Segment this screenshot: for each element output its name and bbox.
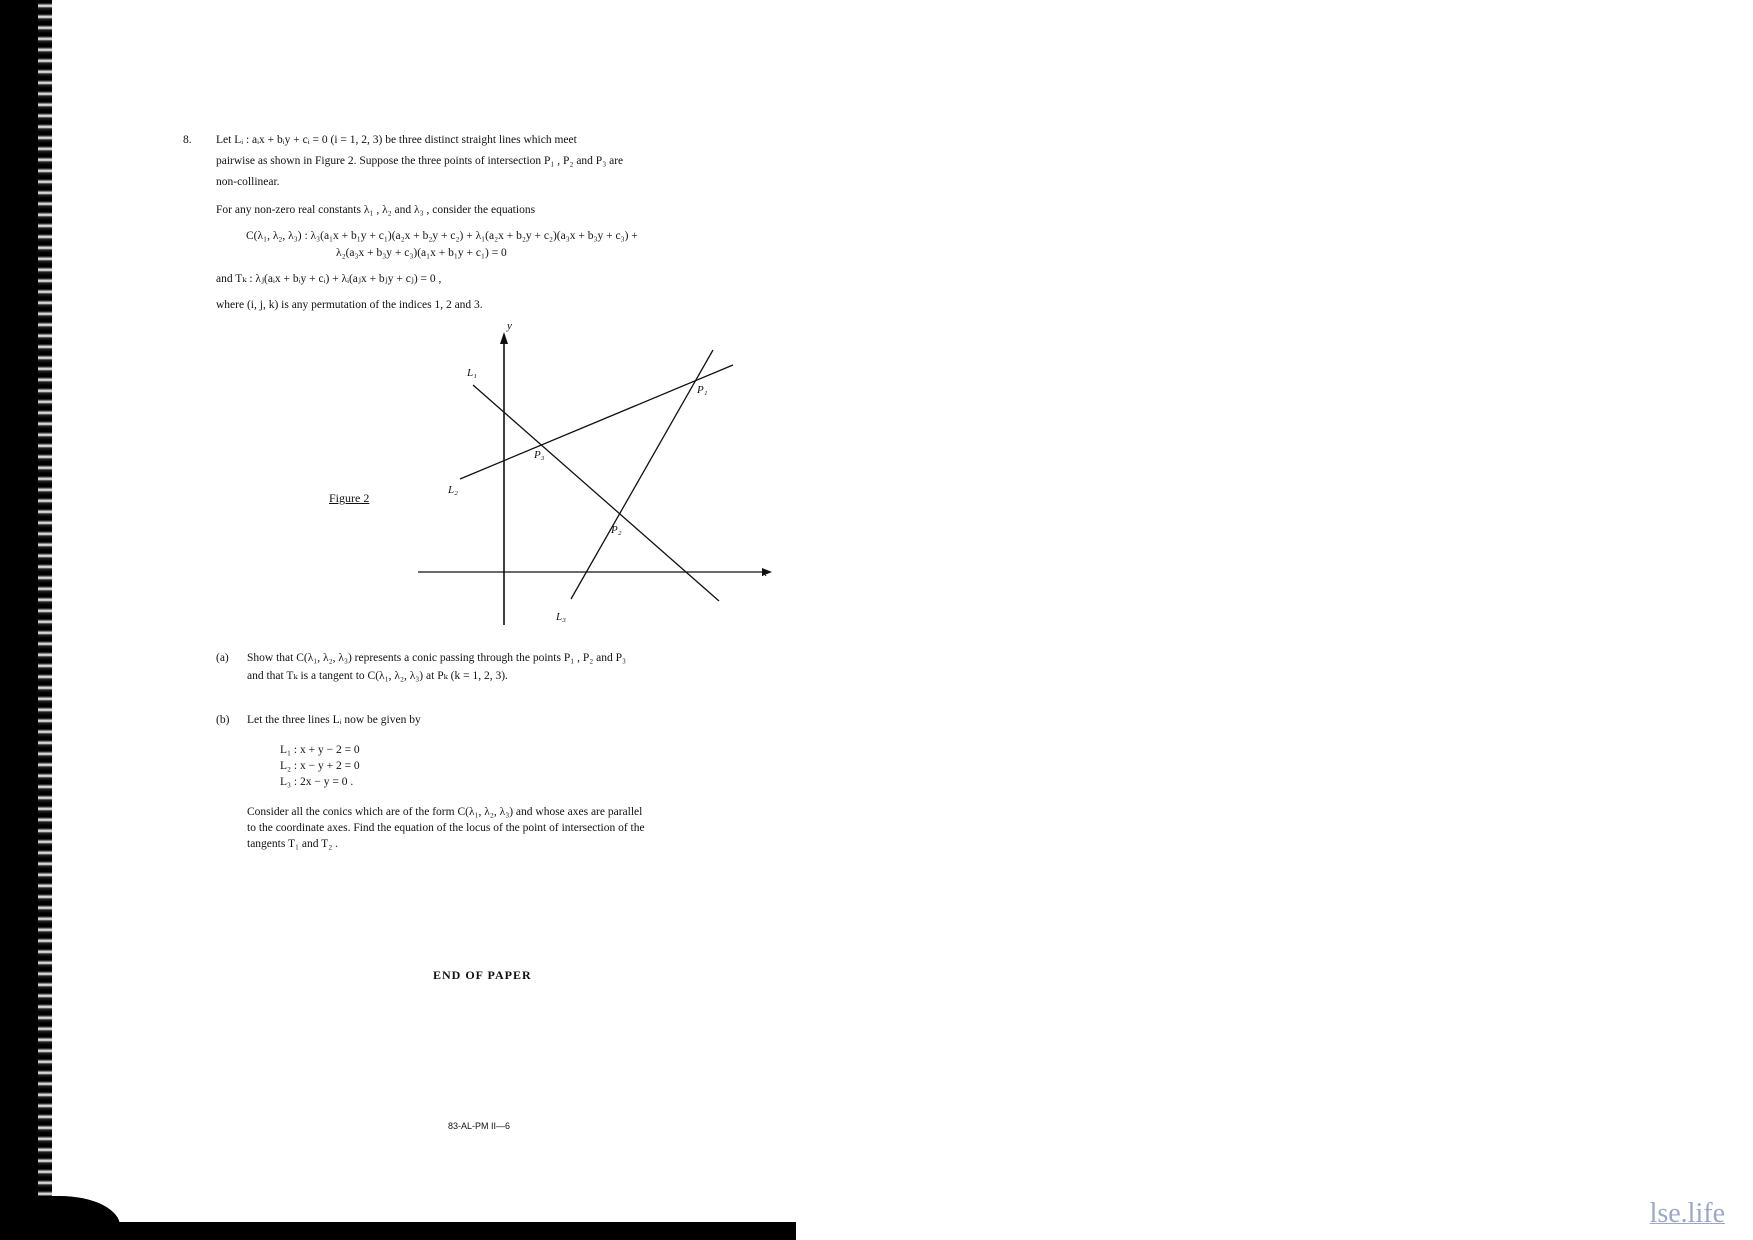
line-l2 <box>460 365 733 479</box>
exam-page <box>0 0 800 1240</box>
question-number: 8. <box>183 134 192 146</box>
end-of-paper: END OF PAPER <box>433 968 532 982</box>
equation-t-line: and Tₖ : λⱼ(aᵢx + bᵢy + cᵢ) + λᵢ(aⱼx + bⱼy + cⱼ) = 0 , <box>216 273 442 285</box>
watermark-link[interactable]: lse.life <box>1649 1198 1725 1229</box>
part-b-text-line2: to the coordinate axes. Find the equation of the locus of the point of intersection of the <box>247 822 645 834</box>
y-axis-arrow-icon <box>500 332 508 344</box>
line-equation-l1: L₁ : x + y − 2 = 0 <box>280 744 360 756</box>
part-b-text-line3: tangents T₁ and T₂ . <box>247 838 338 850</box>
question-intro-line1: Let Lᵢ : aᵢx + bᵢy + cᵢ = 0 (i = 1, 2, 3) be three distinct straight lines which meet <box>216 134 577 146</box>
equation-c-line1: C(λ₁, λ₂, λ₃) : λ₃(a₁x + b₁y + c₁)(a₂x + b₂y + c₂) + λ₁(a₂x + b₂y + c₂)(a₃x + b₃y + c₃) + <box>246 230 638 242</box>
line-equation-l3: L₃ : 2x − y = 0 . <box>280 776 354 788</box>
l3-label: L₃ <box>556 611 566 623</box>
part-a-label: (a) <box>216 652 229 664</box>
question-intro-line3: non-collinear. <box>216 176 280 188</box>
part-a-line1: Show that C(λ₁, λ₂, λ₃) represents a conic passing through the points P₁ , P₂ and P₃ <box>247 652 627 664</box>
y-axis-label: y <box>507 320 512 332</box>
consider-line: For any non-zero real constants λ₁ , λ₂ and λ₃ , consider the equations <box>216 204 536 216</box>
l2-label: L₂ <box>448 484 458 496</box>
where-line: where (i, j, k) is any permutation of the indices 1, 2 and 3. <box>216 299 483 311</box>
figure-2-diagram <box>410 320 780 640</box>
part-a-line2: and that Tₖ is a tangent to C(λ₁, λ₂, λ₃) at Pₖ (k = 1, 2, 3). <box>247 670 508 682</box>
part-b-intro: Let the three lines Lᵢ now be given by <box>247 714 421 726</box>
l1-label: L₁ <box>467 367 477 379</box>
equation-c-line2: λ₂(a₃x + b₃y + c₃)(a₁x + b₁y + c₁) = 0 <box>336 247 507 259</box>
part-b-label: (b) <box>216 714 230 726</box>
scan-binding-shadow <box>0 0 42 1240</box>
scan-edge-fringe <box>38 0 52 1240</box>
p2-label: P₂ <box>611 524 622 536</box>
line-l3 <box>571 350 713 599</box>
x-axis-label: x <box>762 567 767 579</box>
p1-label: P₁ <box>697 384 708 396</box>
scan-bottom-shadow <box>0 1222 796 1240</box>
line-equation-l2: L₂ : x − y + 2 = 0 <box>280 760 360 772</box>
line-l1 <box>473 385 719 601</box>
part-b-text-line1: Consider all the conics which are of the form C(λ₁, λ₂, λ₃) and whose axes are parallel <box>247 806 643 818</box>
page-code: 83-AL-PM II—6 <box>448 1121 511 1131</box>
question-intro-line2: pairwise as shown in Figure 2. Suppose the three points of intersection P₁ , P₂ and P₃ are <box>216 155 624 167</box>
figure-caption: Figure 2 <box>329 491 370 505</box>
p3-label: P₃ <box>534 449 545 461</box>
